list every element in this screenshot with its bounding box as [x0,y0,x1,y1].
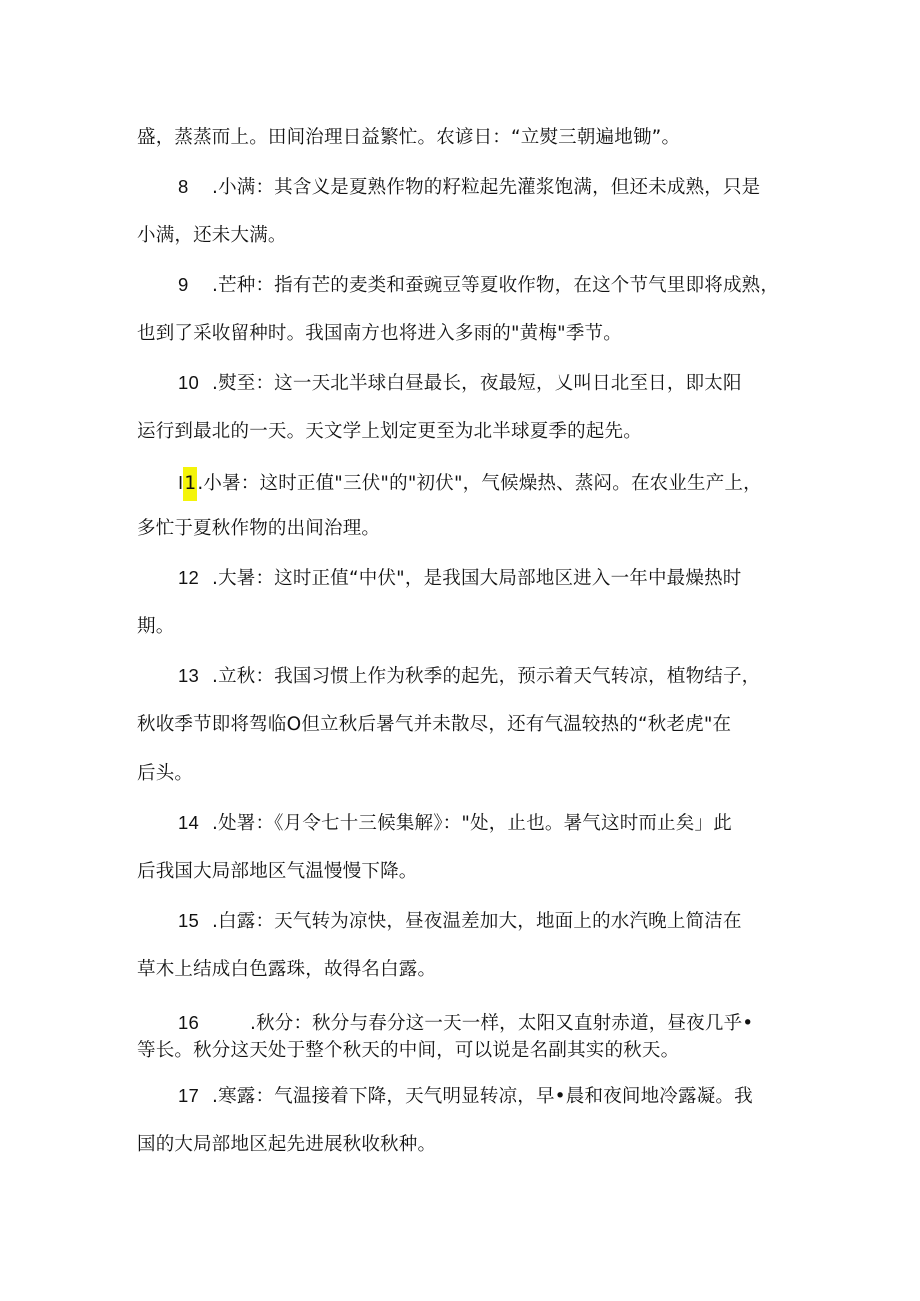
paragraph-line [137,613,797,641]
paragraph-line [137,124,797,152]
item-number: 15 [178,910,199,931]
list-item-line [178,907,798,936]
paragraph-line [137,222,797,250]
list-item-line [178,467,798,501]
line-text: .大暑：这时正值“中伏"，是我国大局部地区进入一年中最燥热时 [212,568,742,589]
line-text: .芒种：指有芒的麦类和蚕豌豆等夏收作物，在这个节气里即将成熟， [212,275,780,296]
item-number: 8 [178,176,189,197]
line-text: 盛，蒸蒸而上。田间治理日益繁忙。农谚日：“立熨三朝遍地锄”。 [137,127,681,148]
line-text: .处署：《月令七十三候集解》："处，止也。暑气这时而止矣」此 [212,813,732,834]
highlighted-number: 1 [183,467,197,501]
paragraph-line [137,1037,797,1065]
paragraph-line [137,515,797,543]
stray-mark: I [178,472,184,493]
line-text: 期。 [137,616,175,637]
list-item-line [178,809,798,838]
list-item-line [178,173,798,202]
line-text: .熨至：这一天北半球白昼最长，夜最短，乂叫日北至日，即太阳 [212,373,742,394]
line-text: .小满：其含义是夏熟作物的籽粒起先灌浆饱满，但还未成熟，只是 [212,177,761,198]
list-item-line [178,271,798,300]
paragraph-line [137,418,797,446]
paragraph-line [137,1131,797,1159]
paragraph-line [137,760,797,788]
line-text: 也到了采收留种时。我国南方也将进入多雨的"黄梅"季节。 [137,323,622,344]
list-item-line [178,564,798,593]
line-text: .秋分：秋分与春分这一天一样，太阳又直射赤道，昼夜几乎• [250,1013,754,1034]
item-number: 10 [178,372,199,393]
line-text: 草木上结成白色露珠，故得名白露。 [137,959,437,980]
item-number: 12 [178,567,199,588]
line-text: 后头。 [137,763,194,784]
line-text: 等长。秋分这天处于整个秋天的中间，可以说是名副其实的秋天。 [137,1040,680,1061]
list-item-line [178,1009,798,1038]
paragraph-line [137,956,797,984]
line-text: .寒露：气温接着下降，天气明显转凉，早•晨和夜间地冷露凝。我 [212,1086,753,1107]
item-number: 14 [178,812,199,833]
line-text: .立秋：我国习惯上作为秋季的起先，预示着天气转凉，植物结子， [212,666,761,687]
line-text: .小暑：这时正值"三伏"的"初伏"，气候燥热、蒸闷。在农业生产上， [197,473,762,494]
line-text: 运行到最北的一天。天文学上划定更至为北半球夏季的起先。 [137,421,642,442]
list-item-line [178,369,798,398]
line-text: 后我国大局部地区气温慢慢下降。 [137,861,418,882]
line-text: 小满，还未大满。 [137,225,287,246]
paragraph-line [137,858,797,886]
item-number: 16 [178,1012,199,1033]
item-number: 17 [178,1085,199,1106]
list-item-line [178,1082,798,1111]
line-text: 秋收季节即将驾临O但立秋后暑气并未散尽，还有气温较热的“秋老虎"在 [137,714,732,735]
list-item-line [178,662,798,691]
paragraph-line [137,320,797,348]
line-text: 国的大局部地区起先进展秋收秋种。 [137,1134,437,1155]
item-number: 13 [178,665,199,686]
paragraph-line [137,711,797,739]
item-number: 9 [178,274,189,295]
line-text: .白露：天气转为凉快，昼夜温差加大，地面上的水汽晚上简洁在 [212,911,742,932]
line-text: 多忙于夏秋作物的出间治理。 [137,518,381,539]
